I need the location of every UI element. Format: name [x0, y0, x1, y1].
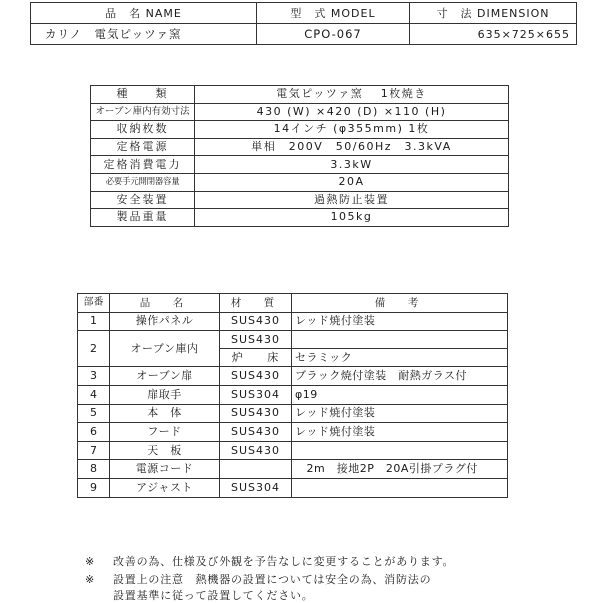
dimension-value: 635×725×655 [410, 24, 577, 45]
spec-table [90, 85, 509, 227]
product-header-table [30, 2, 577, 45]
spec-row [91, 103, 509, 121]
part-material: SUS430 [220, 441, 292, 460]
spec-label: 製品重量 [91, 209, 195, 227]
product-name: カリノ 電気ピッツァ窯 [31, 24, 257, 45]
spec-row [91, 86, 509, 104]
part-remarks [292, 478, 508, 497]
part-name: フード [110, 423, 220, 442]
table-row [78, 367, 508, 386]
part-no: 3 [78, 367, 110, 386]
spec-row [91, 209, 509, 227]
part-remarks: φ19 [292, 385, 508, 404]
part-submaterial [220, 349, 291, 367]
table-row [78, 441, 508, 460]
part-name: オーブン扉 [110, 367, 220, 386]
part-remarks [292, 331, 507, 349]
note-text: 設置基準に従って設置してください。 [113, 589, 314, 602]
spec-label: 種 類 [91, 86, 195, 104]
part-name: 天 板 [110, 441, 220, 460]
spec-label: 定格電源 [91, 138, 195, 156]
spec-row [91, 173, 509, 191]
part-remarks-stack [292, 331, 508, 367]
part-no: 8 [78, 460, 110, 479]
part-no: 2 [78, 331, 110, 367]
parts-table [77, 293, 508, 498]
part-material: SUS430 [220, 312, 292, 331]
table-row [78, 331, 508, 367]
part-remarks: 2m 接地2P 20A引掛プラグ付 [292, 460, 508, 479]
part-material: SUS430 [220, 367, 292, 386]
spec-value: 20A [195, 173, 509, 191]
part-remarks: レッド焼付塗装 [292, 423, 508, 442]
part-material: SUS430 [220, 404, 292, 423]
part-material: SUS304 [220, 385, 292, 404]
part-material-stack [220, 331, 292, 367]
part-submaterial-a: 炉 [231, 350, 244, 364]
part-no: 7 [78, 441, 110, 460]
spec-label: オーブン庫内有効寸法 [91, 103, 195, 121]
spec-row [91, 138, 509, 156]
part-name: 本 体 [110, 404, 220, 423]
part-no: 5 [78, 404, 110, 423]
model-label: 型 式 MODEL [257, 3, 410, 24]
table-row [78, 312, 508, 331]
part-material: SUS430 [220, 331, 291, 349]
part-no: 9 [78, 478, 110, 497]
parts-header-row [78, 294, 508, 313]
table-row [78, 385, 508, 404]
spec-value: 105kg [195, 209, 509, 227]
part-no: 1 [78, 312, 110, 331]
note-3 [85, 587, 314, 603]
note-mark: ※ [85, 573, 96, 586]
part-name: アジャスト [110, 478, 220, 497]
spec-value: 電気ピッツァ窯 1枚焼き [195, 86, 509, 104]
part-remarks: レッド焼付塗装 [292, 404, 508, 423]
spec-label: 必要手元開閉器容量 [91, 173, 195, 191]
spec-row [91, 156, 509, 174]
part-submaterial-b: 床 [267, 350, 280, 364]
spec-row [91, 191, 509, 209]
parts-header-no: 部番 [78, 294, 110, 313]
spec-value: 3.3kW [195, 156, 509, 174]
note-text: 改善の為、仕様及び外観を予告なしに変更することがあります。 [113, 555, 455, 568]
note-mark: ※ [85, 555, 96, 568]
part-remarks [292, 441, 508, 460]
parts-header-name: 品 名 [110, 294, 220, 313]
part-remarks: レッド焼付塗装 [292, 312, 508, 331]
part-material: SUS304 [220, 478, 292, 497]
table-row [78, 404, 508, 423]
spec-value: 14インチ (φ355mm) 1枚 [195, 121, 509, 139]
part-name: 操作パネル [110, 312, 220, 331]
part-name: 扉取手 [110, 385, 220, 404]
table-row [78, 460, 508, 479]
part-material [220, 460, 292, 479]
part-name: オーブン庫内 [110, 331, 220, 367]
part-name: 電源コード [110, 460, 220, 479]
spec-label: 収納枚数 [91, 121, 195, 139]
part-no: 4 [78, 385, 110, 404]
dimension-label: 寸 法 DIMENSION [410, 3, 577, 24]
parts-header-material: 材 質 [220, 294, 292, 313]
spec-value: 430 (W) ×420 (D) ×110 (H) [195, 103, 509, 121]
note-2 [85, 571, 431, 587]
note-1 [85, 553, 454, 569]
spec-label: 定格消費電力 [91, 156, 195, 174]
spec-label: 安全装置 [91, 191, 195, 209]
table-row [78, 423, 508, 442]
part-material: SUS430 [220, 423, 292, 442]
part-no: 6 [78, 423, 110, 442]
model-value: CPO-067 [257, 24, 410, 45]
part-remarks: ブラック焼付塗装 耐熱ガラス付 [292, 367, 508, 386]
parts-header-remarks: 備 考 [292, 294, 508, 313]
spec-row [91, 121, 509, 139]
part-subremarks: セラミック [295, 350, 353, 364]
table-row [78, 478, 508, 497]
note-text: 設置上の注意 熱機器の設置については安全の為、消防法の [113, 573, 432, 586]
spec-value: 過熱防止装置 [195, 191, 509, 209]
spec-value: 単相 200V 50/60Hz 3.3kVA [195, 138, 509, 156]
product-name-label: 品 名 NAME [31, 3, 257, 24]
